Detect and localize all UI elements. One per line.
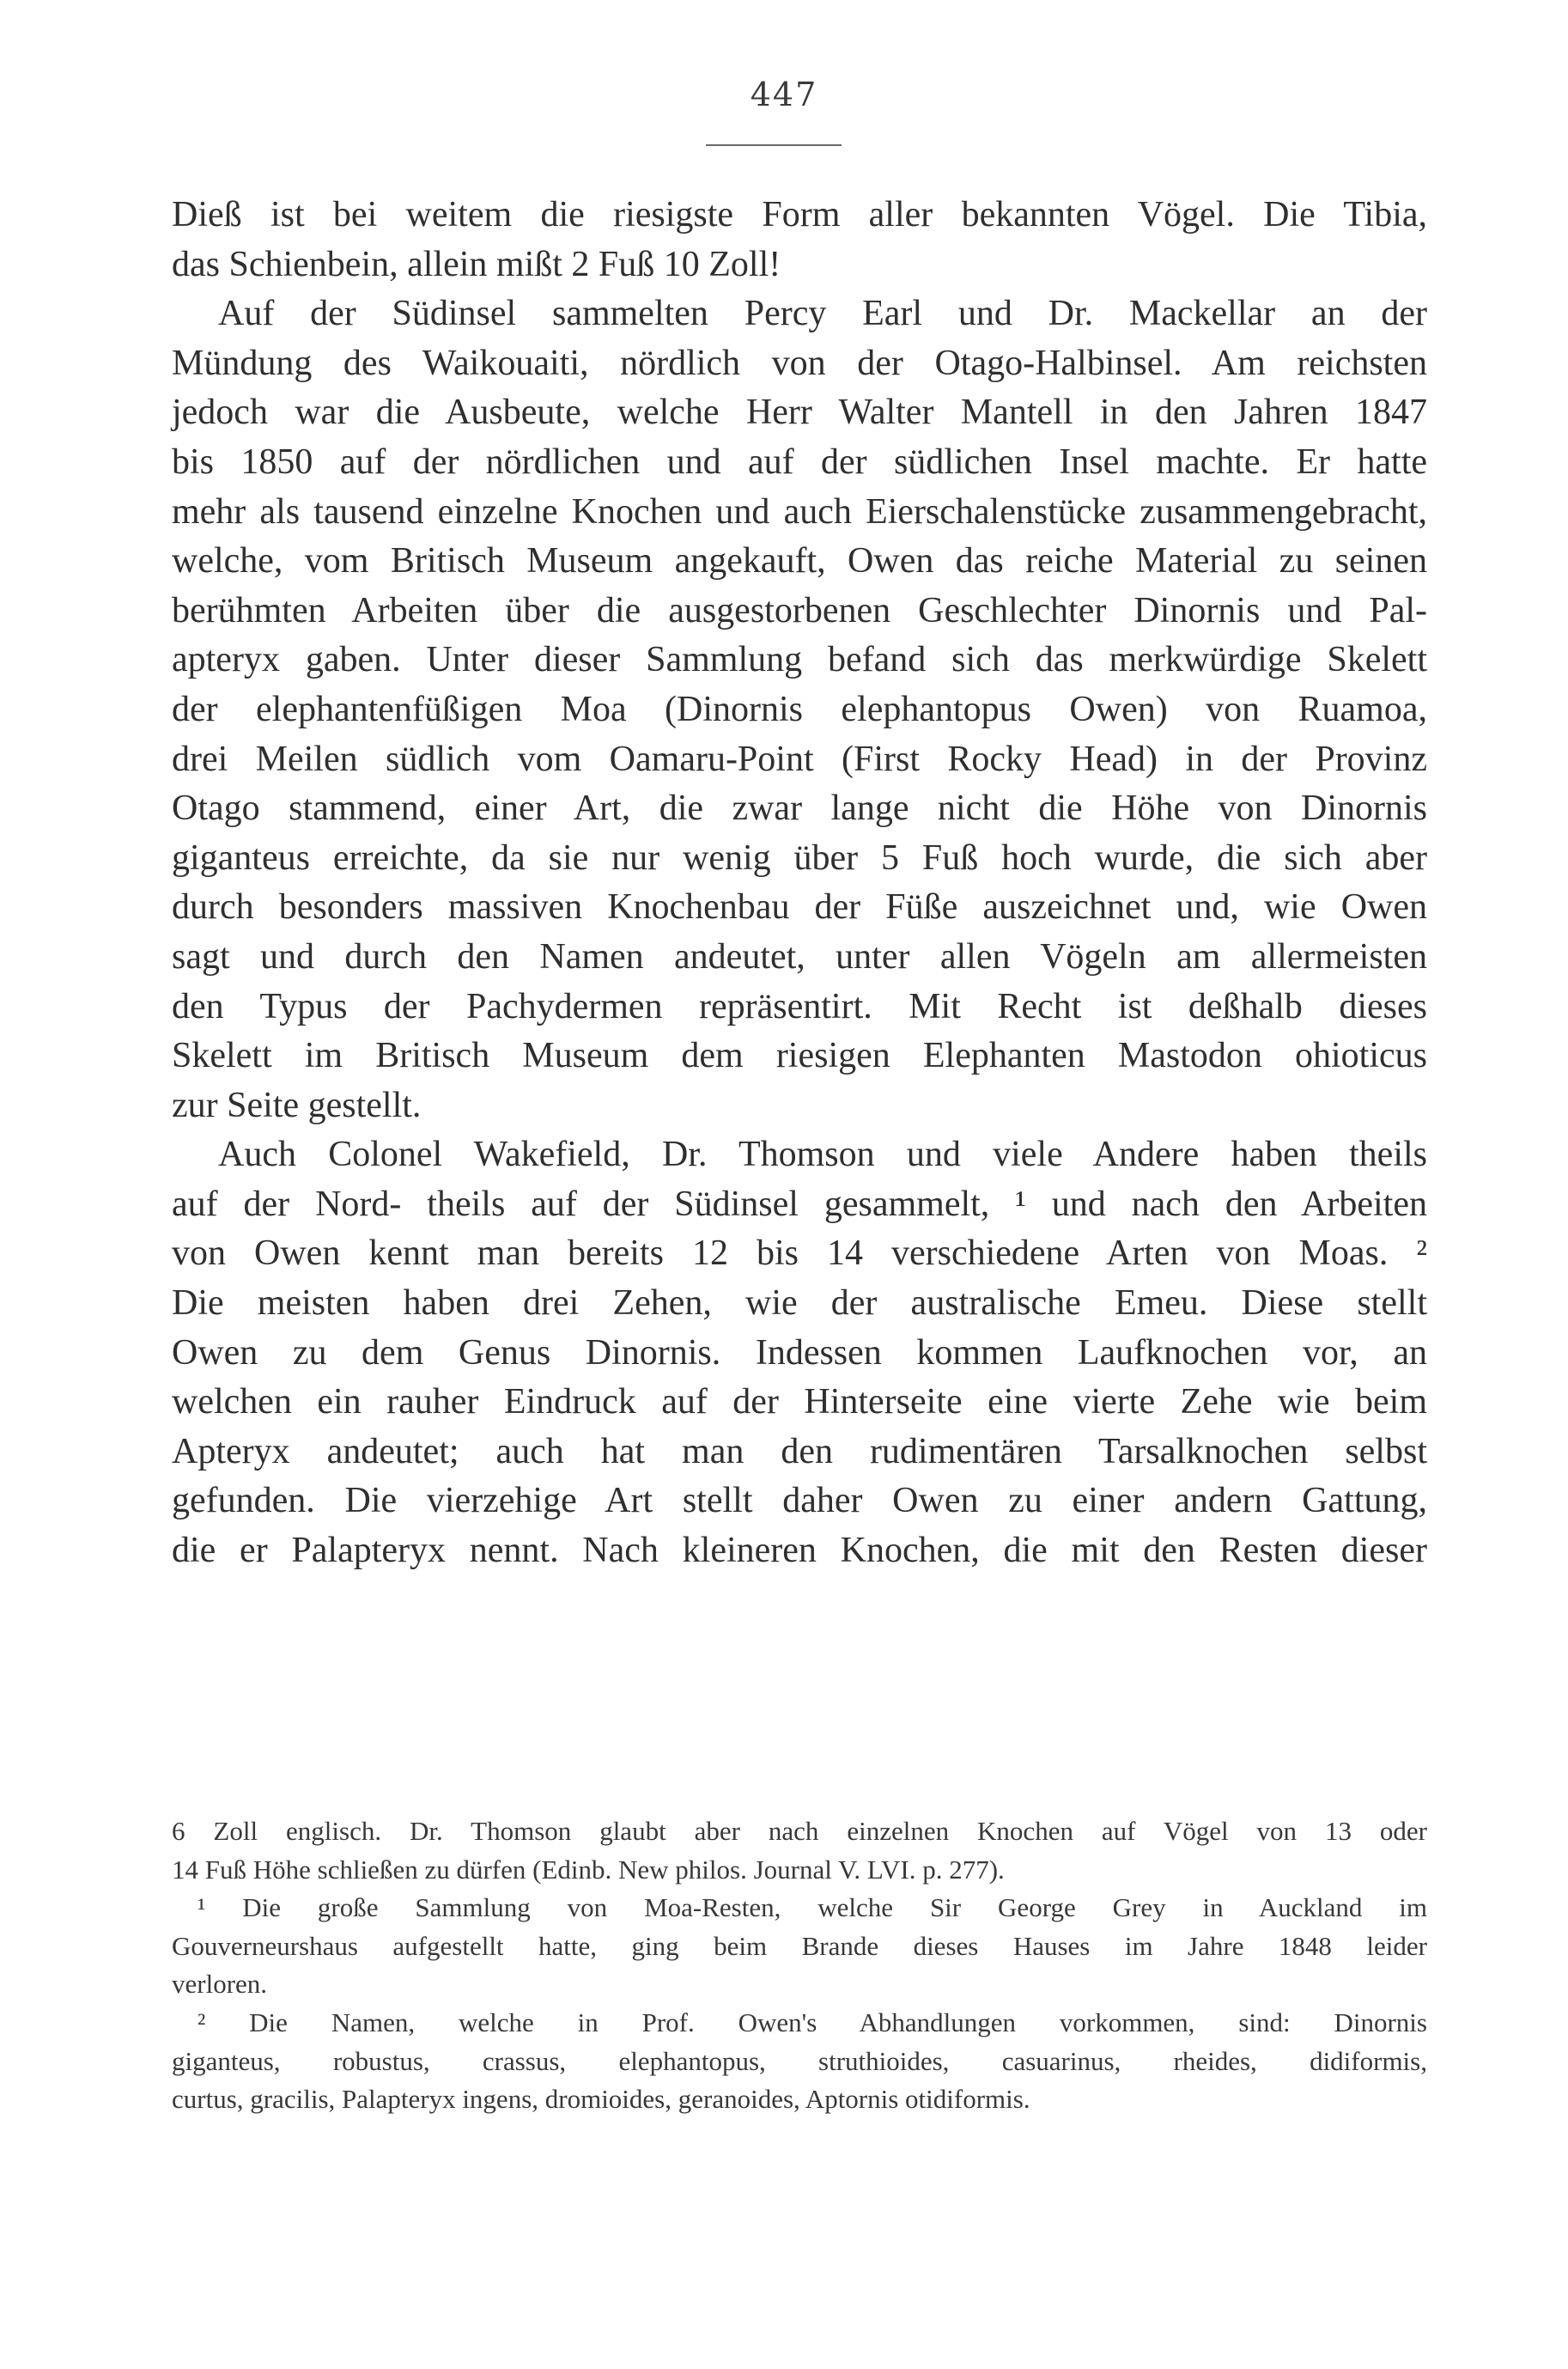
footnote-line: Gouverneurshaus aufgestellt hatte, ging beim Brande dieses Hauses im Jahre 1848 leider: [172, 1930, 1427, 1961]
footnote-line: 14 Fuß Höhe schließen zu dürfen (Edinb. New philos. Journal V. LVI. p. 277).: [172, 1854, 1005, 1885]
footnote-line: ² Die Namen, welche in Prof. Owen's Abhandlungen vorkommen, sind: Dinornis: [198, 2007, 1427, 2037]
body-line: gefunden. Die vierzehige Art stellt daher Owen zu einer andern Gattung,: [172, 1481, 1427, 1521]
body-line: berühmten Arbeiten über die ausgestorbenen Geschlechter Dinornis und Pal-: [172, 590, 1427, 630]
body-line: Skelett im Britisch Museum dem riesigen Elephanten Mastodon ohioticus: [172, 1036, 1427, 1076]
body-line: Dieß ist bei weitem die riesigste Form aller bekannten Vögel. Die Tibia,: [172, 195, 1427, 234]
body-line: das Schienbein, allein mißt 2 Fuß 10 Zoll!: [172, 244, 781, 284]
body-line: giganteus erreichte, da sie nur wenig über 5 Fuß hoch wurde, die sich aber: [172, 837, 1427, 878]
body-line: Mündung des Waikouaiti, nördlich von der Otago-Halbinsel. Am reichsten: [172, 343, 1427, 383]
body-line: drei Meilen südlich vom Oamaru-Point (First Rocky Head) in der Provinz: [172, 739, 1427, 779]
header-rule: [706, 144, 842, 146]
body-line: der elephantenfüßigen Moa (Dinornis elephantopus Owen) von Ruamoa,: [172, 689, 1427, 729]
page-number: 447: [750, 76, 818, 113]
footnote-line: ¹ Die große Sammlung von Moa-Resten, welche Sir George Grey in Auckland im: [198, 1892, 1427, 1923]
body-line: Otago stammend, einer Art, die zwar lange nicht die Höhe von Dinornis: [172, 789, 1427, 829]
body-text: [172, 191, 1427, 1576]
body-line: bis 1850 auf der nördlichen und auf der südlichen Insel machte. Er hatte: [172, 442, 1427, 482]
body-line: Owen zu dem Genus Dinornis. Indessen kommen Laufknochen vor, an: [172, 1332, 1427, 1373]
body-line: mehr als tausend einzelne Knochen und auch Eierschalenstücke zusammengebracht,: [172, 491, 1427, 532]
body-line: sagt und durch den Namen andeutet, unter allen Vögeln am allermeisten: [172, 936, 1427, 977]
body-line: apteryx gaben. Unter dieser Sammlung befand sich das merkwürdige Skelett: [172, 640, 1427, 680]
footnote-line: curtus, gracilis, Palapteryx ingens, dromioides, geranoides, Aptornis otidiformis.: [172, 2084, 1030, 2115]
body-line: die er Palapteryx nennt. Nach kleineren Knochen, die mit den Resten dieser: [172, 1531, 1427, 1571]
body-line: Die meisten haben drei Zehen, wie der australische Emeu. Diese stellt: [172, 1283, 1427, 1324]
body-line: Apteryx andeutet; auch hat man den rudimentären Tarsalknochen selbst: [172, 1431, 1427, 1471]
body-line: welchen ein rauher Eindruck auf der Hinterseite eine vierte Zehe wie beim: [172, 1382, 1427, 1422]
body-line: auf der Nord- theils auf der Südinsel gesammelt, ¹ und nach den Arbeiten: [172, 1184, 1427, 1224]
footnote-line: 6 Zoll englisch. Dr. Thomson glaubt aber nach einzelnen Knochen auf Vögel von 13 oder: [172, 1816, 1427, 1846]
footnote-line: verloren.: [172, 1969, 268, 2000]
body-line: den Typus der Pachydermen repräsentirt. Mit Recht ist deßhalb dieses: [172, 986, 1427, 1026]
body-line: Auch Colonel Wakefield, Dr. Thomson und viele Andere haben theils: [218, 1135, 1427, 1175]
body-line: von Owen kennt man bereits 12 bis 14 verschiedene Arten von Moas. ²: [172, 1233, 1427, 1274]
footnotes: [172, 1812, 1427, 2119]
body-line: jedoch war die Ausbeute, welche Herr Walter Mantell in den Jahren 1847: [172, 393, 1427, 433]
body-line: Auf der Südinsel sammelten Percy Earl und Dr. Mackellar an der: [218, 294, 1427, 334]
body-line: zur Seite gestellt.: [172, 1085, 422, 1125]
body-line: welche, vom Britisch Museum angekauft, Owen das reiche Material zu seinen: [172, 541, 1427, 582]
body-line: durch besonders massiven Knochenbau der Füße auszeichnet und, wie Owen: [172, 887, 1427, 928]
footnote-line: giganteus, robustus, crassus, elephantopus, struthioides, casuarinus, rheides, didiformis,: [172, 2045, 1427, 2076]
